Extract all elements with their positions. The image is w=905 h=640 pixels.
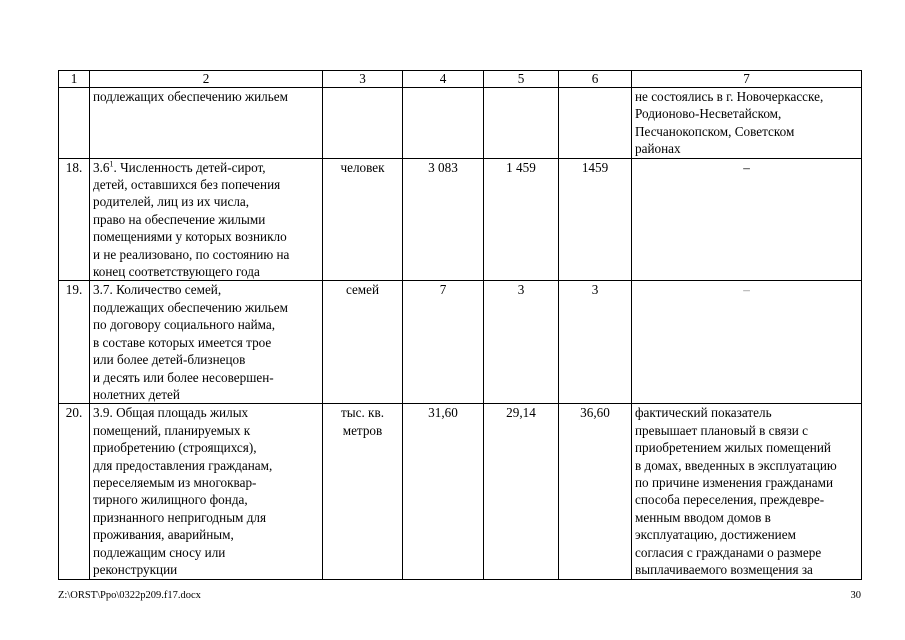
value-cell-6: 36,60	[559, 404, 632, 580]
indicator-cell: 3.9. Общая площадь жилых помещений, планируемых к приобретению (строящихся), для предоставления гражданам, переселяемым из многоквар- тирного жилищного фонда, признанного непригодным для проживания, аварийным, подлежащим сносу или реконструкции	[90, 404, 323, 580]
header-cell-3: 3	[323, 71, 403, 88]
indicator-cell: 3.7. Количество семей, подлежащих обеспечению жильем по договору социального найма, в составе которых имеется трое или более детей-близнецов и десять или более несовершен- нолетних детей	[90, 281, 323, 404]
footer-file-path: Z:\ORST\Ppo\0322p209.f17.docx	[58, 590, 201, 601]
note-cell: не состоялись в г. Новочеркасске, Родионово-Несветайском, Песчанокопском, Советском районах	[632, 88, 862, 159]
value-cell-4: 3 083	[403, 158, 484, 281]
indicator-cell	[90, 158, 323, 281]
header-cell-2: 2	[90, 71, 323, 88]
header-cell-1: 1	[59, 71, 90, 88]
unit-cell: человек	[323, 158, 403, 281]
row-number	[59, 88, 90, 159]
header-cell-4: 4	[403, 71, 484, 88]
data-table	[58, 70, 862, 580]
unit-cell	[323, 88, 403, 159]
table-row	[59, 404, 862, 580]
indicator-prefix: 3.6	[93, 159, 110, 175]
table-row	[59, 88, 862, 159]
note-cell: фактический показатель превышает плановый в связи с приобретением жилых помещений в домах, введенных в эксплуатацию по причине изменения гражданами способа переселения, преждевре- менным вводом домов в эксплуатацию, достижением согласия с гражданами о размере выплачиваемого возмещения за	[632, 404, 862, 580]
indicator-superscript: 1	[109, 159, 114, 169]
value-cell-4: 7	[403, 281, 484, 404]
footer-page-number: 30	[850, 590, 861, 601]
unit-cell: семей	[323, 281, 403, 404]
note-cell: –	[632, 158, 862, 281]
value-cell-6	[559, 88, 632, 159]
table-row	[59, 158, 862, 281]
row-number: 19.	[59, 281, 90, 404]
value-cell-5: 3	[484, 281, 559, 404]
table-row	[59, 281, 862, 404]
value-cell-5: 1 459	[484, 158, 559, 281]
header-row	[59, 71, 862, 88]
header-cell-6: 6	[559, 71, 632, 88]
row-number: 18.	[59, 158, 90, 281]
indicator-text: . Численность детей-сирот, детей, оставшихся без попечения родителей, лиц из их числа, право на обеспечение жилыми помещениями у которых возникло и не реализовано, по состоянию на конец соответствующего года	[93, 159, 290, 280]
value-cell-6: 1459	[559, 158, 632, 281]
value-cell-4	[403, 88, 484, 159]
header-cell-5: 5	[484, 71, 559, 88]
value-cell-6: 3	[559, 281, 632, 404]
row-number: 20.	[59, 404, 90, 580]
header-cell-7: 7	[632, 71, 862, 88]
value-cell-5: 29,14	[484, 404, 559, 580]
value-cell-5	[484, 88, 559, 159]
unit-cell: тыс. кв. метров	[323, 404, 403, 580]
note-cell: –	[632, 281, 862, 404]
value-cell-4: 31,60	[403, 404, 484, 580]
indicator-cell: подлежащих обеспечению жильем	[90, 88, 323, 159]
